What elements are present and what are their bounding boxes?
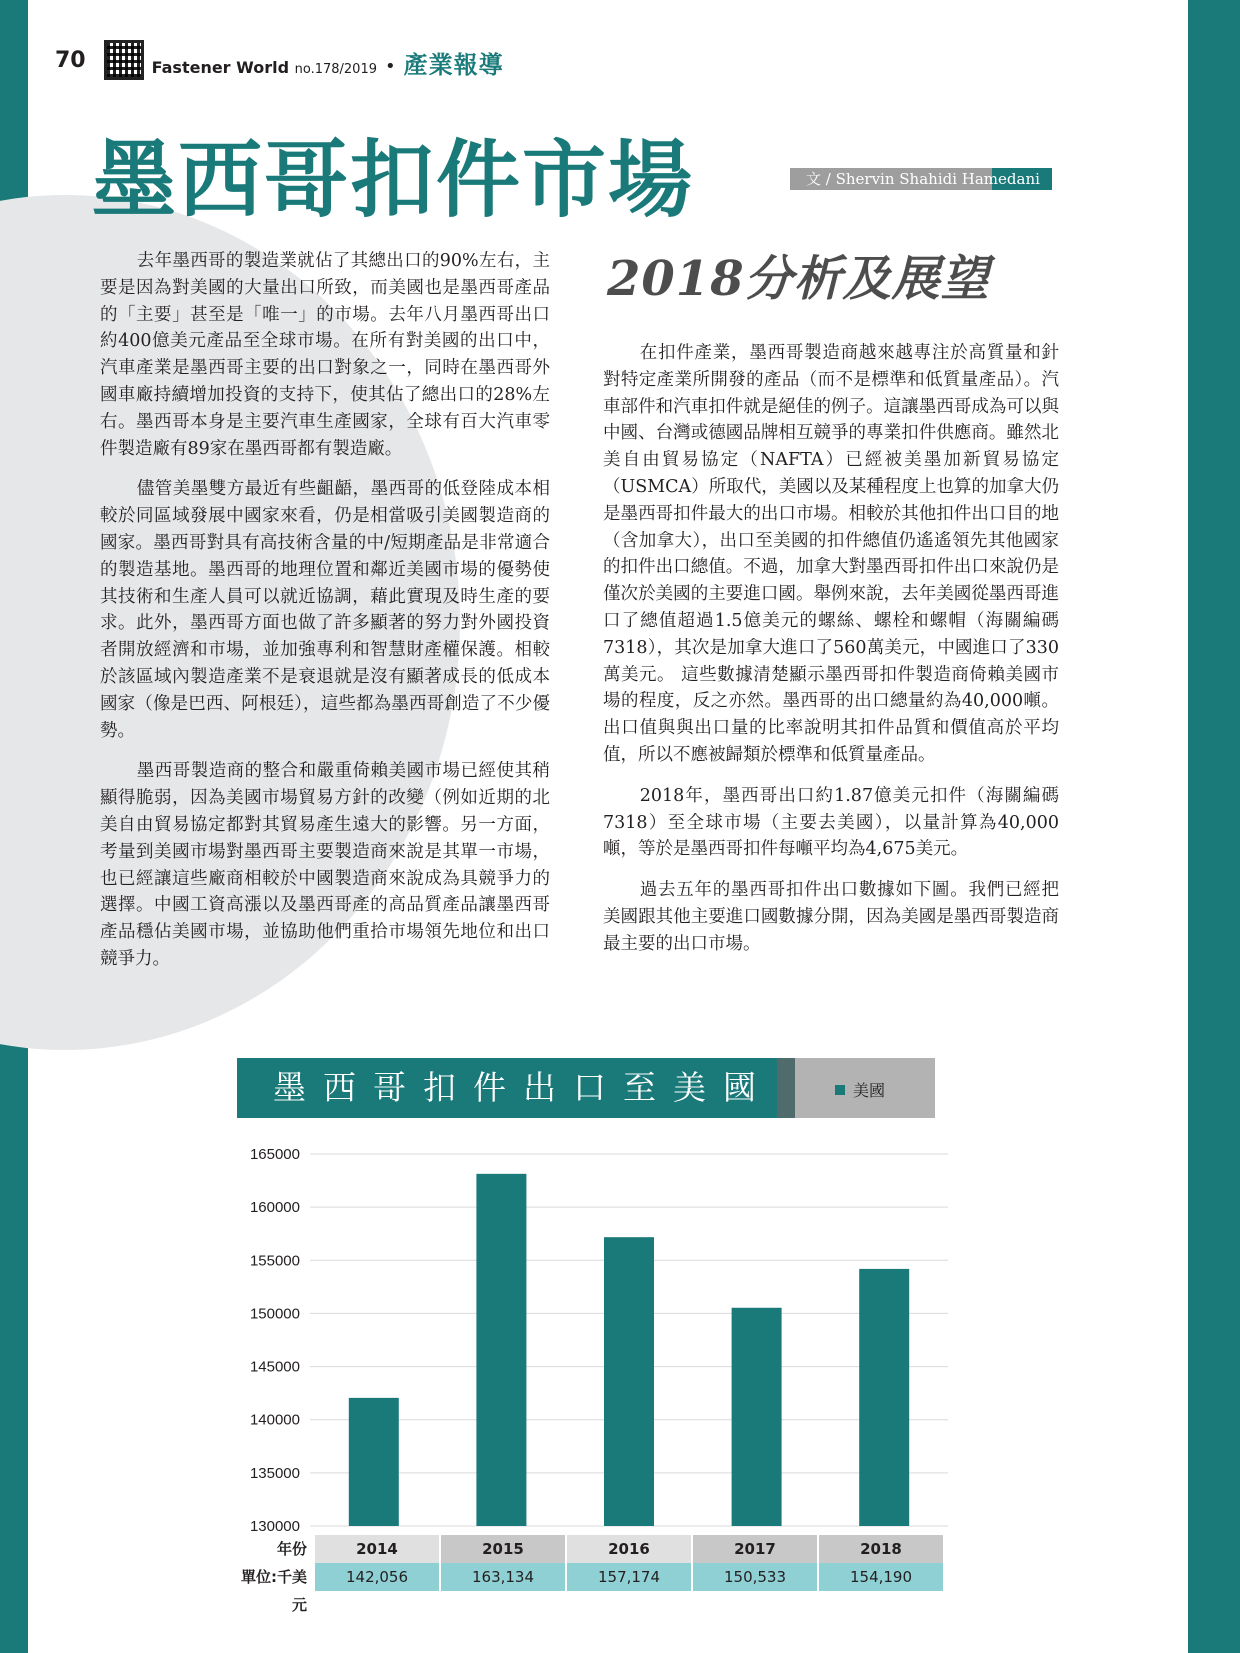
paragraph: 墨西哥製造商的整合和嚴重倚賴美國市場已經使其稍顯得脆弱，因為美國市場貿易方針的改變（例如近期的北美自由貿易協定都對其貿易產生遠大的影響。另一方面，考量到美國市場對墨西哥主要製造商來說是其單一市場，也已經讓這些廠商相較於中國製造商來說成為具競爭力的選擇。中國工資高漲以及墨西哥產的高品質產品讓墨西哥產品穩佔美國市場，並協助他們重拾市場領先地位和出口競爭力。 [100, 761, 550, 969]
paragraph: 儘管美墨雙方最近有些齟齬，墨西哥的低登陸成本相較於同區域發展中國家來看，仍是相當吸引美國製造商的國家。墨西哥對具有高技術含量的中/短期產品是非常適合的製造基地。墨西哥的地理位置和鄰近美國市場的優勢使其技術和生產人員可以就近協調，藉此實現及時生產的要求。此外，墨西哥方面也做了許多顯著的努力對外國投資者開放經濟和市場，並加強專利和智慧財產權保護。相較於該區域內製造產業不是衰退就是沒有顯著成長的低成本國家（像是巴西、阿根廷），這些都為墨西哥創造了不少優勢。 [100, 479, 550, 741]
table-year-cell: 2017 [693, 1535, 819, 1563]
paragraph: 在扣件產業，墨西哥製造商越來越專注於高質量和針對特定產業所開發的產品（而不是標準和低質量產品）。汽車部件和汽車扣件就是絕佳的例子。這讓墨西哥成為可以與中國、台灣或德國品牌相互競爭的專業扣件供應商。雖然北美自由貿易協定（NAFTA）已經被美墨加新貿易協定（USMCA）所取代，美國以及某種程度上也算的加拿大仍是墨西哥扣件最大的出口市場。相較於其他扣件出口目的地（含加拿大），出口至美國的扣件總值仍遙遙領先其他國家的扣件出口總值。不過，加拿大對墨西哥扣件出口來說仍是僅次於美國的主要進口國。舉例來說，去年美國從墨西哥進口了總值超過1.5億美元的螺絲、螺栓和螺帽（海關編碼7318），其次是加拿大進口了560萬美元，中國進口了330萬美元。 這些數據清楚顯示墨西哥扣件製造商倚賴美國市場的程度，反之亦然。墨西哥的出口總量約為40,000噸。出口值與與出口量的比率說明其扣件品質和價值高於平均值，所以不應被歸類於標準和低質量產品。 [603, 343, 1059, 765]
author-byline: 文 / Shervin Shahidi Hamedani [806, 170, 1040, 188]
paragraph: 2018年，墨西哥出口約1.87億美元扣件（海關編碼7318）至全球市場（主要去美國），以量計算為40,000噸，等於是墨西哥扣件每噸平均為4,675美元。 [603, 785, 1059, 860]
y-tick-label: 165000 [249, 1146, 300, 1163]
bar-2014 [349, 1398, 399, 1526]
legend-label: 美國 [853, 1081, 886, 1100]
bar-2017 [732, 1308, 782, 1526]
chart-data-table [238, 1535, 945, 1614]
table-value-cell: 163,134 [441, 1563, 567, 1591]
paragraph: 去年墨西哥的製造業就佔了其總出口的90%左右，主要是因為對美國的大量出口所致，而美國也是墨西哥產品的「主要」甚至是「唯一」的市場。去年八月墨西哥出口約400億美元產品至全球市場。在所有對美國的出口中，汽車產業是墨西哥主要的出口對象之一，同時在墨西哥外國車廠持續增加投資的支持下，使其佔了總出口的28%左右。墨西哥本身是主要汽車生產國家，全球有百大汽車零件製造廠有89家在墨西哥都有製造廠。 [100, 251, 550, 459]
page-header [55, 38, 504, 82]
y-tick-label: 150000 [249, 1305, 300, 1323]
issue-number: no.178/2019 [294, 61, 377, 77]
table-year-cell: 2016 [567, 1535, 693, 1563]
magazine-name: Fastener World no.178/2019 [151, 57, 377, 77]
table-row-label: 單位:千美元 [241, 1568, 307, 1614]
article-subtitle: 2018分析及展望 [607, 251, 990, 307]
table-row-years [238, 1535, 945, 1563]
bar-2016 [604, 1237, 654, 1526]
article-title: 墨西哥扣件市場 [92, 131, 695, 229]
table-value-cell: 142,056 [315, 1563, 441, 1591]
table-year-cell: 2015 [441, 1535, 567, 1563]
section-label: 產業報導 [403, 50, 504, 79]
right-accent-bar [1188, 0, 1240, 1653]
y-tick-label: 140000 [249, 1411, 300, 1429]
header-separator: • [385, 55, 396, 77]
table-value-cell: 157,174 [567, 1563, 693, 1591]
y-tick-label: 130000 [249, 1518, 300, 1535]
y-tick-label: 160000 [249, 1199, 300, 1217]
table-year-cell: 2018 [819, 1535, 945, 1563]
chart-header [237, 1058, 935, 1118]
right-column [603, 340, 1059, 972]
page-number: 70 [55, 47, 86, 73]
y-tick-label: 145000 [249, 1358, 300, 1376]
bar-2015 [476, 1174, 526, 1526]
table-value-cell: 150,533 [693, 1563, 819, 1591]
table-row-label: 年份 [276, 1540, 307, 1558]
bar-2018 [859, 1269, 909, 1526]
paragraph: 過去五年的墨西哥扣件出口數據如下圖。我們已經把美國跟其他主要進口國數據分開，因為美國是墨西哥製造商最主要的出口市場。 [603, 880, 1059, 954]
bar-chart [230, 1140, 950, 1535]
table-row-values [238, 1563, 945, 1614]
table-value-cell: 154,190 [819, 1563, 945, 1591]
chart-title: 墨西哥扣件出口至美國 [273, 1068, 773, 1107]
y-tick-label: 135000 [249, 1464, 300, 1482]
chart-header-divider [777, 1058, 795, 1118]
chart-legend [835, 1078, 885, 1101]
left-column [100, 248, 550, 987]
qr-code-icon[interactable] [104, 40, 144, 80]
author-banner [790, 168, 1052, 190]
legend-swatch-icon [835, 1085, 845, 1095]
y-tick-label: 155000 [249, 1252, 300, 1270]
table-year-cell: 2014 [315, 1535, 441, 1563]
